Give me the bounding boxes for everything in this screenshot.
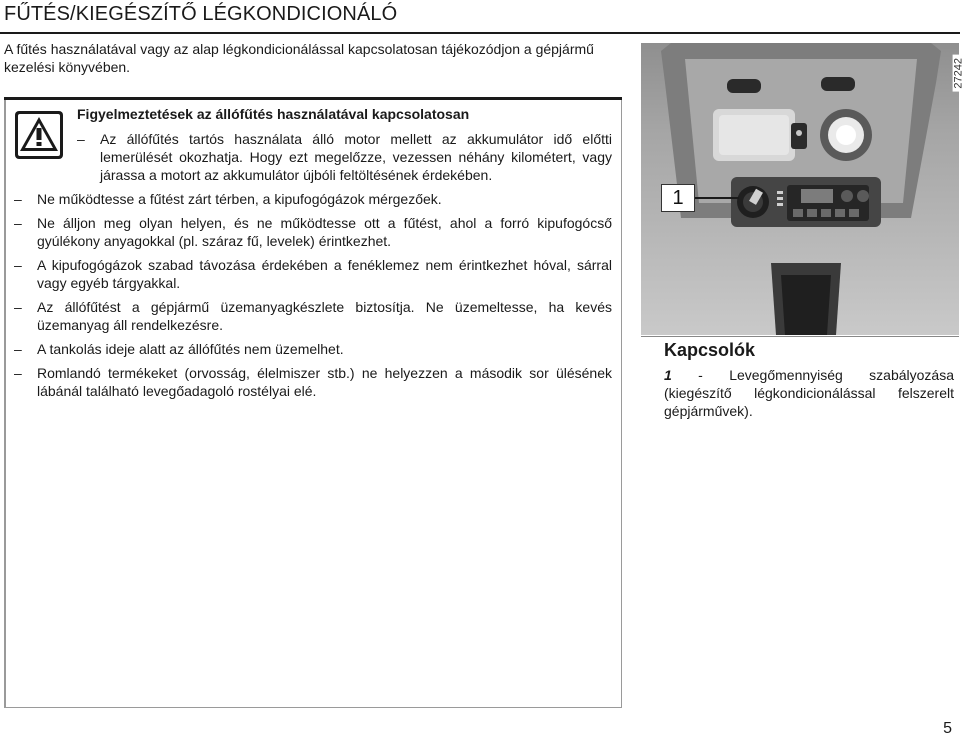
dash: –: [14, 365, 22, 381]
intro-text: A fűtés használatával vagy az alap légkondicionálással kapcsolatosan tájékozódjon a gépjármű kezelési könyvében.: [4, 41, 594, 75]
warning-item: [14, 256, 612, 292]
warning-item-text: A kipufogógázok szabad távozása érdekében a fenéklemez nem érintkezhet hóval, sárral vagy egyéb tárgyakkal.: [37, 257, 612, 291]
warning-item-text: Ne működtesse a fűtést zárt térben, a kipufogógázok mérgezőek.: [37, 191, 442, 207]
callout-leader-line: [695, 197, 739, 199]
dash: –: [14, 257, 22, 273]
page-title: FŰTÉS/KIEGÉSZÍTŐ LÉGKONDICIONÁLÓ: [4, 3, 398, 25]
warning-item-text: Az állófűtés tartós használata álló motor mellett az akkumulátor idő előtti lemerülését okozhatja. Hogy ezt megelőzze, vezessen néhány kilométert, vagy járassa a motort az akkumulátor újbóli feltöltésének érdekében.: [100, 131, 612, 183]
warning-box-top-bar: [4, 97, 622, 100]
callout-label: 1: [661, 184, 695, 212]
warning-item: [14, 190, 612, 208]
controls-item-number: 1: [664, 367, 672, 383]
dash: –: [14, 299, 22, 315]
warning-item: [14, 364, 612, 400]
warning-item-text: A tankolás ideje alatt az állófűtés nem üzemelhet.: [37, 341, 344, 357]
page-number: 5: [943, 720, 952, 737]
controls-heading: Kapcsolók: [664, 340, 756, 360]
warning-list: [14, 130, 612, 406]
warning-title: Figyelmeztetések az állófűtés használatával kapcsolatosan: [77, 106, 470, 122]
controls-item-text: Levegőmennyiség szabályozása (kiegészítő légkondicionálással felszerelt gépjárművek).: [664, 367, 955, 419]
dash: –: [14, 191, 22, 207]
warning-item: [14, 298, 612, 334]
warning-item-text: Romlandó termékeket (orvosság, élelmiszer stb.) ne helyezzen a második sor ülésének lábánál található levegőadagoló rostélyai elé.: [37, 365, 612, 399]
warning-item: [14, 214, 612, 250]
warning-item-text: Az állófűtést a gépjármű üzemanyagkészlete biztosítja. Ne üzemeltesse, ha kevés üzemanyag áll rendelkezésre.: [37, 299, 612, 333]
title-rule: [0, 32, 960, 34]
dash: –: [77, 131, 85, 147]
controls-item: [664, 366, 954, 420]
warning-item-text: Ne álljon meg olyan helyen, és ne működtesse ott a fűtést, ahol a forró kipufogócső gyúlékony anyagokkal (pl. száraz fű, levelek) érintkezhet.: [37, 215, 612, 249]
section-rule: [641, 336, 959, 337]
image-reference-code: 27242: [953, 55, 965, 92]
dash: –: [14, 341, 22, 357]
controls-item-separator: -: [698, 367, 703, 383]
warning-item: [14, 340, 612, 358]
dash: –: [14, 215, 22, 231]
warning-item: [77, 130, 612, 184]
